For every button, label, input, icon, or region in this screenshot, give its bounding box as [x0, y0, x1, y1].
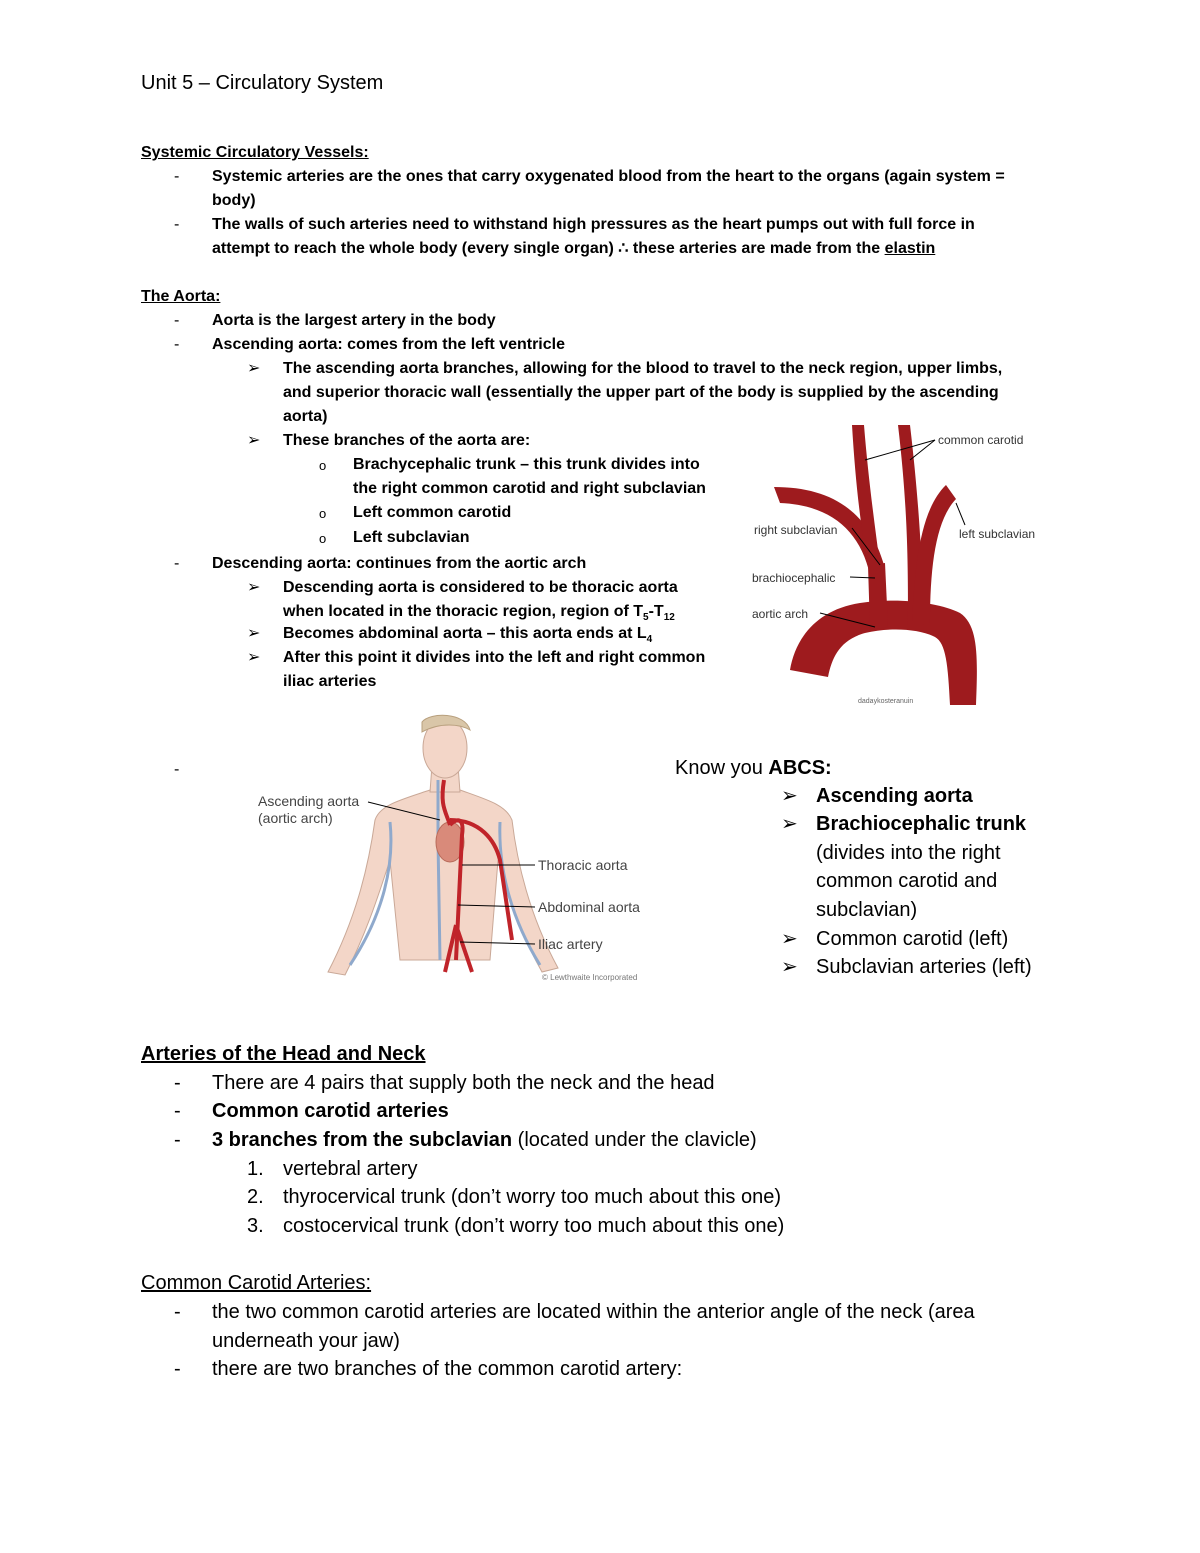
arrow-bullet-icon: ➢ [781, 928, 798, 950]
head-neck-item-1: vertebral artery [283, 1158, 418, 1180]
arrow-bullet-icon: ➢ [247, 649, 261, 666]
head-neck-heading: Arteries of the Head and Neck [141, 1043, 426, 1065]
bullet-dash: - [174, 1301, 181, 1323]
abcs-item-2-line-1: Brachiocephalic trunk [816, 813, 1027, 835]
head-neck-bullet-2: Common carotid arteries [212, 1100, 449, 1122]
aorta-sub-1-line-3: aorta) [283, 408, 328, 425]
subscript-5: 5 [643, 612, 649, 624]
bullet-dash: - [174, 336, 180, 353]
head-neck-bullet-1: There are 4 pairs that supply both the neck and the head [212, 1072, 715, 1094]
aorta-bullet-1: Aorta is the largest artery in the body [212, 312, 496, 329]
branch-1-line-2: the right common carotid and right subclavian [353, 480, 706, 497]
aorta-sub-1-line-1: The ascending aorta branches, allowing for the blood to travel to the neck region, upper limbs, [283, 360, 1003, 377]
abcs-item-2-line-4: subclavian) [816, 899, 918, 921]
bullet-dash: - [174, 555, 180, 572]
bullet-dash: - [174, 216, 180, 233]
subscript-4: 4 [646, 634, 653, 646]
descending-1-dash: -T [648, 603, 664, 620]
carotid-heading: Common Carotid Arteries: [141, 1272, 372, 1294]
systemic-bullet-2-line-2 [212, 237, 935, 261]
bullet-dash: - [174, 168, 180, 185]
abcs-heading-bold: ABCS: [768, 757, 832, 779]
label-aortic-arch-paren: (aortic arch) [258, 810, 333, 826]
list-number-1: 1. [247, 1158, 264, 1180]
circle-bullet-icon: o [319, 458, 327, 473]
bullet-dash: - [174, 1358, 181, 1380]
arrow-bullet-icon: ➢ [247, 625, 261, 642]
head-neck-bullet-3-rest: (located under the clavicle) [512, 1129, 757, 1151]
aorta-sub-1-line-2: and superior thoracic wall (essentially the upper part of the body is supplied by the ascending [283, 384, 999, 401]
body-aorta-diagram [250, 710, 670, 985]
systemic-heading: Systemic Circulatory Vessels: [141, 144, 369, 161]
carotid-bullet-1-line-1: the two common carotid arteries are located within the anterior angle of the neck (area [212, 1301, 975, 1323]
branch-3: Left subclavian [353, 529, 470, 546]
arrow-bullet-icon: ➢ [781, 813, 798, 835]
head-neck-bullet-3 [212, 1126, 757, 1155]
descending-2-text: Becomes abdominal aorta – this aorta ends at L [283, 625, 647, 642]
abcs-heading-text: Know you [675, 757, 769, 779]
bullet-dash: - [174, 1129, 181, 1151]
arrow-bullet-icon: ➢ [781, 956, 798, 978]
arrow-bullet-icon: ➢ [247, 432, 261, 449]
systemic-bullet-2-line-1: The walls of such arteries need to withstand high pressures as the heart pumps out with full force in [212, 216, 975, 233]
bullet-dash: - [174, 312, 180, 329]
label-brachiocephalic: brachiocephalic [752, 571, 836, 585]
branch-1-line-1: Brachycephalic trunk – this trunk divides into [353, 456, 700, 473]
list-number-3: 3. [247, 1215, 264, 1237]
descending-3-line-1: After this point it divides into the left and right common [283, 649, 706, 666]
abcs-heading [675, 754, 832, 783]
label-right-subclavian: right subclavian [754, 523, 838, 537]
elastin-link: elastin [884, 240, 936, 257]
head-neck-bullet-3-bold: 3 branches from the subclavian [212, 1129, 513, 1151]
abcs-item-3: Common carotid (left) [816, 928, 1009, 950]
page-title: Unit 5 – Circulatory System [141, 72, 384, 94]
label-common-carotid: common carotid [938, 433, 1024, 447]
systemic-bullet-1-line-1: Systemic arteries are the ones that carry oxygenated blood from the heart to the organs (again system = [212, 168, 1005, 185]
carotid-bullet-1-line-2: underneath your jaw) [212, 1330, 400, 1352]
label-left-subclavian: left subclavian [959, 527, 1036, 541]
abcs-item-4: Subclavian arteries (left) [816, 956, 1032, 978]
arrow-bullet-icon: ➢ [781, 785, 798, 807]
abcs-item-2-line-3: common carotid and [816, 870, 998, 892]
list-number-2: 2. [247, 1186, 264, 1208]
aortic-arch-diagram [740, 415, 1060, 715]
arrow-bullet-icon: ➢ [247, 360, 261, 377]
carotid-bullet-2: there are two branches of the common carotid artery: [212, 1358, 683, 1380]
label-aortic-arch: aortic arch [752, 607, 809, 621]
aorta-sub-2: These branches of the aorta are: [283, 432, 531, 449]
arrow-bullet-icon: ➢ [247, 579, 261, 596]
label-abdominal-aorta: Abdominal aorta [538, 899, 640, 915]
circle-bullet-icon: o [319, 506, 327, 521]
branch-2: Left common carotid [353, 504, 512, 521]
abcs-item-2-line-2: (divides into the right [816, 842, 1001, 864]
circle-bullet-icon: o [319, 531, 327, 546]
abcs-item-1: Ascending aorta [816, 785, 973, 807]
descending-3-line-2: iliac arteries [283, 673, 377, 690]
aorta-bullet-3: Descending aorta: continues from the aortic arch [212, 555, 587, 572]
systemic-bullet-2-text: attempt to reach the whole body (every single organ) ∴ these arteries are made from the [212, 240, 885, 257]
label-ascending-aorta: Ascending aorta [258, 793, 360, 809]
systemic-bullet-1-line-2: body) [212, 192, 256, 209]
arch-credit: dadaykosteranuin [858, 698, 914, 705]
aorta-heading: The Aorta: [141, 288, 221, 305]
descending-1-text: when located in the thoracic region, region of T [283, 603, 644, 620]
head-neck-item-3: costocervical trunk (don’t worry too much about this one) [283, 1215, 785, 1237]
subscript-12: 12 [663, 612, 675, 624]
bullet-dash: - [174, 1100, 181, 1122]
bullet-dash: - [174, 1072, 181, 1094]
body-credit: © Lewthwaite Incorporated [542, 973, 638, 982]
label-iliac-artery: Iliac artery [538, 936, 603, 952]
head-neck-item-2: thyrocervical trunk (don’t worry too much about this one) [283, 1186, 781, 1208]
descending-1-line-1: Descending aorta is considered to be thoracic aorta [283, 579, 678, 596]
label-thoracic-aorta: Thoracic aorta [538, 857, 628, 873]
bullet-dash: - [174, 761, 180, 778]
aorta-bullet-2: Ascending aorta: comes from the left ventricle [212, 336, 565, 353]
